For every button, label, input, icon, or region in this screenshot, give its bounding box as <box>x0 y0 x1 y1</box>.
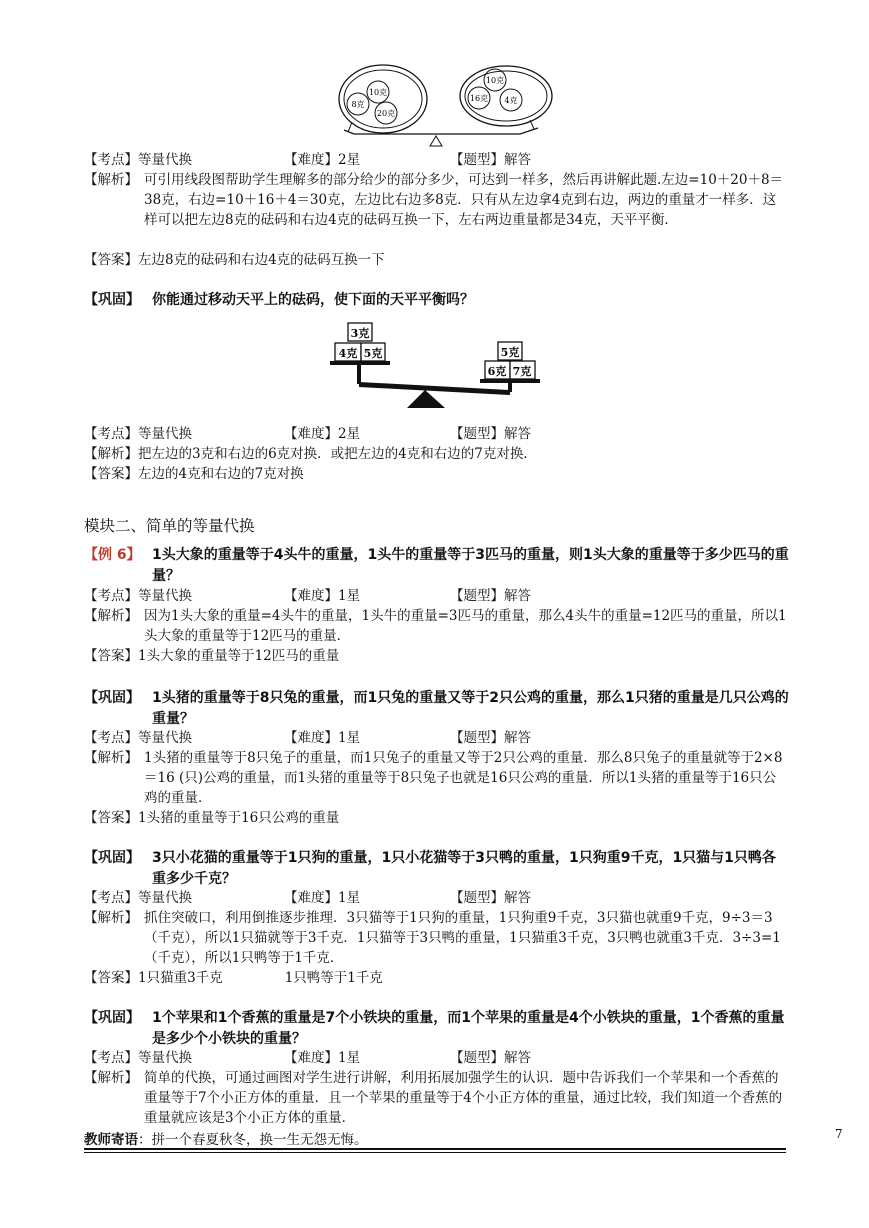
gonggu2-jiexi: 【解析】 1头猪的重量等于8只兔子的重量，而1只兔子的重量又等于2只公鸡的重量．那么8只兔子的重量就等于2×8＝16 (只)公鸡的重量，而1头猪的重量等于8只兔子也就是16只公鸡的重量．所以1头猪的重量等于16只公鸡的重量． <box>84 750 783 806</box>
example6-question: 【例 6】 1头大象的重量等于4头牛的重量，1头牛的重量等于3匹马的重量，则1头大象的重量等于多少匹马的重量？ <box>84 547 789 584</box>
example6-daan: 【答案】1头大象的重量等于12匹马的重量 <box>84 648 340 664</box>
example6-jiexi: 【解析】 因为1头大象的重量=4头牛的重量，1头牛的重量=3匹马的重量，那么4头牛的重量=12匹马的重量，所以1头大象的重量等于12匹马的重量． <box>84 608 787 644</box>
fig2-right-bottom-1: 6克 <box>487 365 507 378</box>
fig2-right-bottom-2: 7克 <box>512 365 532 378</box>
block1-jiexi: 【解析】 可引用线段图帮助学生理解多的部分给少的部分多少，可达到一样多，然后再讲解此题.左边=10＋20＋8＝38克，右边=10＋16＋4＝30克，左边比右边多8克．只有从左边拿4克到右边，两边的重量才一样多．这样可以把左边8克的砝码和右边4克的砝码互换一下，左右两边重量都是34克，天平平衡． <box>84 172 784 228</box>
gonggu4-question: 【巩固】 1个苹果和1个香蕉的重量是7个小铁块的重量，而1个苹果的重量是4个小铁块的重量，1个香蕉的重量是多少个小铁块的重量？ <box>84 1010 785 1047</box>
gonggu2-daan: 【答案】1头猪的重量等于16只公鸡的重量 <box>84 810 340 826</box>
left-weight-1: 10克 <box>368 88 388 97</box>
gonggu1-question: 【巩固】 你能通过移动天平上的砝码，使下面的天平平衡吗？ <box>84 292 474 308</box>
right-weight-3: 4克 <box>504 96 518 105</box>
balance-figure-1 <box>330 62 560 152</box>
block2-daan: 【答案】左边的4克和右边的7克对换 <box>84 466 304 482</box>
document-page: 10克 8克 20克 10克 16克 4克 【考点】等量代换 【难度】2星 【题型】解答 【解析】 可引用线段图帮助学生理解多的部分给少的部分多少，可达到一样多，然后再讲解此题.左边=10＋20＋8＝38克，右边=10＋16＋4＝30克，左边比右边多8克．只有从左边拿4克到右边，两边的重量才一样多．这样可以把左边8克的砝码和右边4克的砝码互换一下，左右两边重量都是34克，天平平衡． 【答案】左边8克的砝码和右边4克的砝码互换一下 【巩固】 你能通过移动天平上的砝码，使下面的天平平衡吗？ 3克 4克 5克 5克 6克 7克 【考点】等量代换 【难度】2星 【题型】解答 【解析】把左边的3克和右边的6克对换．或把左边的4克和右边的7克对换． 【答案】左边的4克和右边的7克对换 模块二、简单的等量代换 【例 6】 1头大象的重量等于4头牛的重量，1头牛的重量等于3匹马的重量，则1头大象的重量等于多少匹马的重量？ 【考点】等量代换 【难度】1星 【题型】解答 【解析】 因为1头大象的重量=4头牛的重量，1头牛的重量=3匹马的重量，那么4头牛的重量=12匹马的重量，所以1头大象的重量等于12匹马的重量． 【答案】1头大象的重量等于12匹马的重量 【巩固】 1头猪的重量等于8只兔的重量，而1只兔的重量又等于2只公鸡的重量，那么1只猪的重量是几只公鸡的重量？ 【考点】等量代换 【难度】1星 【题型】解答 【解析】 1头猪的重量等于8只兔子的重量，而1只兔子的重量又等于2只公鸡的重量．那么8只兔子的重量就等于2×8＝16 (只)公鸡的重量，而1头猪的重量等于8只兔子也就是16只公鸡的重量．所以1头猪的重量等于16只公鸡的重量． 【答案】1头猪的重量等于16只公鸡的重量 【巩固】 3只小花猫的重量等于1只狗的重量，1只小花猫等于3只鸭的重量，1只狗重9千克，1只猫与1只鸭各重多少千克？ 【考点】等量代换 【难度】1星 【题型】解答 【解析】 抓住突破口，利用倒推逐步推理．3只猫等于1只狗的重量，1只狗重9千克，3只猫也就重9千克，9÷3＝3（千克），所以1只猫就等于3千克．1只猫等于3只鸭的重量，1只猫重3千克，3只鸭也就重3千克．3÷3=1（千克），所以1只鸭等于1千克． 【答案】1只猫重3千克 1只鸭等于1千克 【巩固】 1个苹果和1个香蕉的重量是7个小铁块的重量，而1个苹果的重量是4个小铁块的重量，1个香蕉的重量是多少个小铁块的重量？ 【考点】等量代换 【难度】1星 【题型】解答 【解析】 简单的代换，可通过画图对学生进行讲解，利用拓展加强学生的认识．题中告诉我们一个苹果和一个香蕉的重量等于7个小正方体的重量．且一个苹果的重量等于4个小正方体的重量，通过比较，我们知道一个香蕉的重量就应该是3个小正方体的重量． 教师寄语：拼一个春夏秋冬，换一生无怨无悔。 7 <box>0 0 869 1228</box>
block1-nandu: 2星 <box>338 152 361 168</box>
gonggu3-daan: 【答案】1只猫重3千克 1只鸭等于1千克 <box>84 970 383 986</box>
block2-kaodian: 等量代换 <box>138 426 192 442</box>
block1-kaodian: 等量代换 <box>138 152 192 168</box>
footer-rule-thick <box>84 1148 786 1150</box>
fig2-left-top: 3克 <box>350 327 370 340</box>
gonggu3-jiexi: 【解析】 抓住突破口，利用倒推逐步推理．3只猫等于1只狗的重量，1只狗重9千克，3只猫也就重9千克，9÷3＝3（千克），所以1只猫就等于3千克．1只猫等于3只鸭的重量，1只猫重3千克，3只鸭也就重3千克．3÷3=1（千克），所以1只鸭等于1千克． <box>84 910 781 966</box>
footer-motto: 教师寄语：拼一个春夏秋冬，换一生无怨无悔。 <box>84 1132 368 1148</box>
block2-tixing: 解答 <box>504 426 531 442</box>
balance-figure-2 <box>325 320 545 412</box>
left-weight-3: 20克 <box>376 109 396 118</box>
block2-jiexi: 【解析】把左边的3克和右边的6克对换．或把左边的4克和右边的7克对换． <box>84 446 537 462</box>
block1-tixing: 解答 <box>504 152 531 168</box>
page-number: 7 <box>835 1127 843 1141</box>
gonggu2-question: 【巩固】 1头猪的重量等于8只兔的重量，而1只兔的重量又等于2只公鸡的重量，那么1只猪的重量是几只公鸡的重量？ <box>84 690 789 727</box>
block1-daan: 【答案】左边8克的砝码和右边4克的砝码互换一下 <box>84 252 385 268</box>
right-weight-2: 16克 <box>469 94 489 103</box>
left-weight-2: 8克 <box>351 100 365 109</box>
block2-nandu: 2星 <box>338 426 361 442</box>
section-title: 模块二、简单的等量代换 <box>84 517 255 535</box>
footer-rule-thin <box>84 1152 786 1153</box>
fig2-left-bottom-1: 4克 <box>338 347 358 360</box>
right-weight-1: 10克 <box>485 76 505 85</box>
gonggu3-question: 【巩固】 3只小花猫的重量等于1只狗的重量，1只小花猫等于3只鸭的重量，1只狗重9千克，1只猫与1只鸭各重多少千克？ <box>84 850 776 887</box>
fig2-left-bottom-2: 5克 <box>363 347 383 360</box>
gonggu4-jiexi: 【解析】 简单的代换，可通过画图对学生进行讲解，利用拓展加强学生的认识．题中告诉我们一个苹果和一个香蕉的重量等于7个小正方体的重量．且一个苹果的重量等于4个小正方体的重量，通过比较，我们知道一个香蕉的重量就应该是3个小正方体的重量． <box>84 1070 783 1126</box>
fig2-right-top: 5克 <box>500 346 520 359</box>
